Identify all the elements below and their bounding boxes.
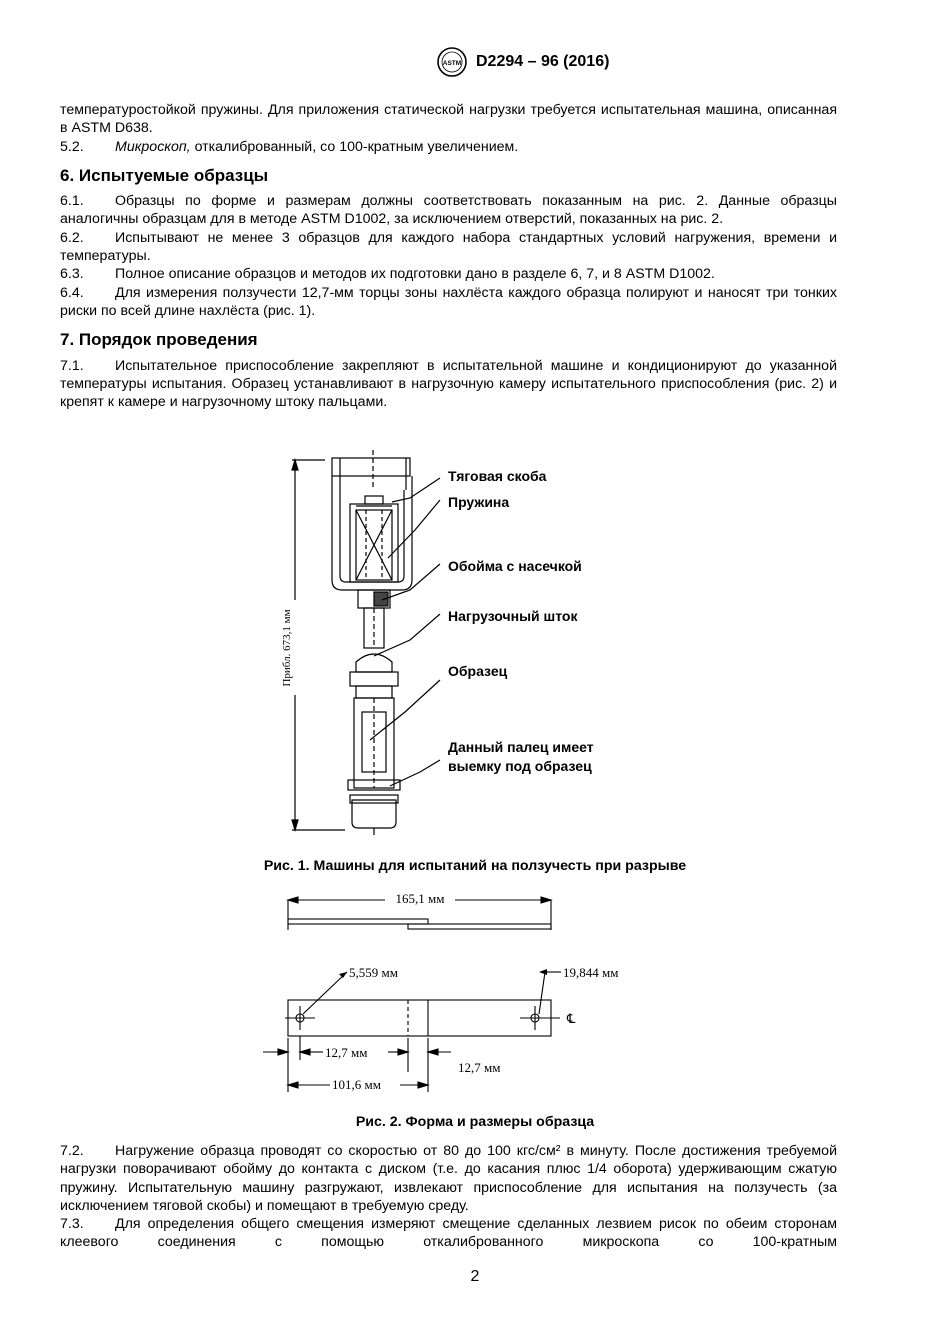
label-pull-bracket: Тяговая скоба bbox=[448, 468, 547, 484]
body-top bbox=[60, 101, 837, 411]
paragraph-7-1 bbox=[60, 357, 837, 412]
paragraph-text: откалиброванный, со 100-кратным увеличением. bbox=[190, 138, 519, 155]
page-number: 2 bbox=[470, 1268, 480, 1285]
paragraph-number: 6.4. bbox=[60, 284, 84, 301]
paragraph-number: 6.2. bbox=[60, 229, 84, 246]
emphasis-term: Микроскоп, bbox=[115, 138, 191, 155]
paragraph-text: Нагружение образца проводят со скоростью от 80 до 100 кгс/см² в минуту. После достижения требуемой нагрузки поворачивают обойму до контакта с диском (т.е. до касания плюс 1/4 оборота) удерживающим сжатую пружину. Испытательную машину разгружают, извлекают приспособление для испытания на ползучесть (за исключением тяговой скобы) и помещают в требуемую среду. bbox=[60, 1143, 837, 1214]
body-bottom bbox=[60, 1142, 837, 1252]
paragraph-number: 5.2. bbox=[60, 138, 84, 155]
paragraph-text: Для измерения ползучести 12,7-мм торцы зоны нахлёста каждого образца полируют и наносят три тонких риски по всей длине нахлёста (рис. 1). bbox=[60, 284, 837, 319]
label-knurled-collar: Обойма с насечкой bbox=[448, 558, 582, 574]
label-specimen: Образец bbox=[448, 663, 508, 679]
dim-overlap: 12,7 мм bbox=[458, 1060, 501, 1075]
astm-logo-icon bbox=[436, 46, 468, 78]
paragraph-number: 7.1. bbox=[60, 357, 84, 374]
label-load-rod: Нагрузочный шток bbox=[448, 608, 578, 624]
paragraph-6-3 bbox=[60, 265, 837, 283]
paragraph-text: Для определения общего смещения измеряют смещение сделанных лезвием рисок по обеим сторонам клеевого соединения с помощью откалиброванного микроскопа со 100-кратным bbox=[60, 1216, 837, 1251]
dim-edge: 12,7 мм bbox=[325, 1045, 368, 1060]
paragraph-number: 7.2. bbox=[60, 1143, 84, 1159]
logo-text: ASTM bbox=[442, 60, 462, 67]
paragraph-number: 7.3. bbox=[60, 1216, 84, 1233]
dim-half-length: 101,6 мм bbox=[332, 1077, 381, 1092]
paragraph-7-3 bbox=[60, 1215, 837, 1252]
label-pin-line-2: выемку под образец bbox=[448, 758, 592, 774]
paragraph-7-2 bbox=[60, 1142, 837, 1215]
paragraph-continuation: температуростойкой пружины. Для приложения статической нагрузки требуется испытательная машина, описанная в ASTM D638. bbox=[60, 102, 837, 137]
page-header bbox=[436, 46, 609, 78]
section-heading-6: 6. Испытуемые образцы bbox=[60, 165, 269, 185]
fig1-dimension-label: Прибл. 673,1 мм bbox=[281, 609, 293, 687]
paragraph-5-2 bbox=[60, 138, 837, 156]
document-code: D2294 – 96 (2016) bbox=[476, 53, 610, 70]
paragraph-number: 6.3. bbox=[60, 266, 84, 283]
paragraph-text: Полное описание образцов и методов их подготовки дано в разделе 6, 7, и 8 ASTM D1002. bbox=[115, 266, 715, 283]
paragraph-6-1 bbox=[60, 192, 837, 229]
dim-hole-offset: 19,844 мм bbox=[563, 965, 619, 980]
dim-hole-diameter: 5,559 мм bbox=[349, 965, 398, 980]
figure-2-specimen-drawing bbox=[255, 880, 655, 1102]
figure-1-creep-apparatus bbox=[270, 450, 460, 835]
paragraph-text: Образцы по форме и размерам должны соответствовать показанным на рис. 2. Данные образцы аналогичны образцам для в методе ASTM D1002, за исключением отверстий, показанных на рис. 2. bbox=[60, 193, 837, 228]
paragraph-number: 6.1. bbox=[60, 193, 84, 210]
centerline-symbol: ℄ bbox=[567, 1011, 576, 1026]
paragraph-6-2 bbox=[60, 229, 837, 266]
figure-1-caption: Рис. 1. Машины для испытаний на ползучесть при разрыве bbox=[263, 858, 687, 874]
label-pin bbox=[448, 738, 594, 776]
paragraph-6-4 bbox=[60, 284, 837, 321]
dim-total-length: 165,1 мм bbox=[395, 891, 445, 906]
label-spring: Пружина bbox=[448, 494, 510, 510]
section-heading-7: 7. Порядок проведения bbox=[60, 330, 258, 350]
figure-2-caption: Рис. 2. Форма и размеры образца bbox=[355, 1114, 595, 1130]
label-pin-line-1: Данный палец имеет bbox=[448, 739, 594, 755]
paragraph-text: Испытательное приспособление закрепляют в испытательной машине и кондиционируют до указанной температуры испытания. Образец устанавливают в нагрузочную камеру испытательного приспособления (рис. 2) и крепят к камере и нагрузочному штоку пальцами. bbox=[60, 357, 837, 411]
paragraph-text: Испытывают не менее 3 образцов для каждого набора стандартных условий нагружения, времени и температуры. bbox=[60, 229, 837, 265]
